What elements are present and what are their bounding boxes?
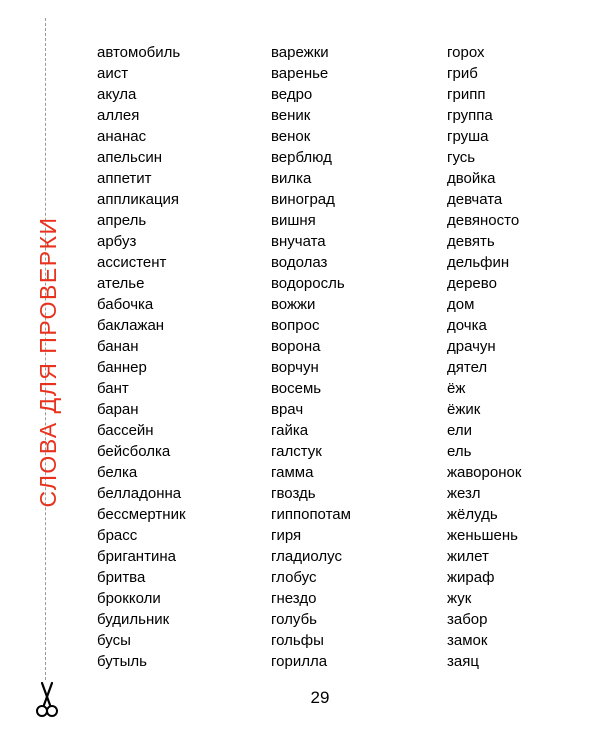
word-item: вилка [271, 170, 312, 187]
word-item: бутыль [97, 653, 147, 670]
word-item: ателье [97, 275, 145, 292]
word-column-2 [271, 42, 351, 672]
word-item: дельфин [447, 254, 510, 271]
word-item: баклажан [97, 317, 165, 334]
word-item: восемь [271, 380, 322, 397]
word-item: ананас [97, 128, 147, 145]
word-item: веник [271, 107, 311, 124]
word-item: жилет [447, 548, 489, 565]
word-item: вишня [271, 212, 316, 229]
word-item: верблюд [271, 149, 332, 166]
word-item: варежки [271, 44, 329, 61]
word-item: замок [447, 632, 488, 649]
word-item: ведро [271, 86, 313, 103]
word-item: жаворонок [447, 464, 522, 481]
word-item: арбуз [97, 233, 137, 250]
word-item: галстук [271, 443, 322, 460]
word-item: ель [447, 443, 472, 460]
word-item: жёлудь [447, 506, 498, 523]
word-item: драчун [447, 338, 496, 355]
word-item: будильник [97, 611, 170, 628]
side-title: СЛОВА ДЛЯ ПРОВЕРКИ [35, 216, 61, 508]
page-number: 29 [310, 688, 330, 707]
word-item: белладонна [97, 485, 182, 502]
word-item: брасс [97, 527, 138, 544]
word-item: забор [447, 611, 488, 628]
word-item: гриб [447, 65, 478, 82]
word-item: девчата [447, 191, 503, 208]
word-column-1 [97, 42, 186, 672]
word-item: баннер [97, 359, 147, 376]
word-item: врач [271, 401, 304, 418]
word-item: горилла [271, 653, 328, 670]
word-item: бритва [97, 569, 146, 586]
word-item: ворчун [271, 359, 319, 376]
word-item: акула [97, 86, 137, 103]
word-item: гамма [271, 464, 314, 481]
word-item: гвоздь [271, 485, 316, 502]
word-item: гнездо [271, 590, 317, 607]
word-item: баран [97, 401, 139, 418]
word-item: жезл [447, 485, 481, 502]
word-item: брокколи [97, 590, 161, 607]
word-item: девять [447, 233, 495, 250]
word-item: гладиолус [271, 548, 342, 565]
word-item: вопрос [271, 317, 320, 334]
word-item: бессмертник [97, 506, 186, 523]
word-item: гусь [447, 149, 476, 166]
word-item: горох [447, 44, 485, 61]
word-item: белка [97, 464, 138, 481]
word-item: грипп [447, 86, 486, 103]
word-item: заяц [447, 653, 479, 670]
word-item: варенье [271, 65, 329, 82]
word-item: апельсин [97, 149, 163, 166]
word-item: автомобиль [97, 44, 181, 61]
word-item: девяносто [447, 212, 520, 229]
word-item: голубь [271, 611, 317, 628]
word-item: ёжик [447, 401, 481, 418]
word-item: дом [447, 296, 475, 313]
word-item: бант [97, 380, 129, 397]
word-item: группа [447, 107, 493, 124]
word-item: аллея [97, 107, 140, 124]
word-item: апрель [97, 212, 147, 229]
word-item: дочка [447, 317, 487, 334]
word-item: дерево [447, 275, 497, 292]
word-item: гайка [271, 422, 309, 439]
word-item: водолаз [271, 254, 328, 271]
word-item: бассейн [97, 422, 154, 439]
word-item: жук [447, 590, 472, 607]
word-item: виноград [271, 191, 335, 208]
word-item: ассистент [97, 254, 167, 271]
word-item: жираф [447, 569, 495, 586]
word-item: аист [97, 65, 129, 82]
word-item: гольфы [271, 632, 324, 649]
word-item: ели [447, 422, 472, 439]
word-item: ёж [447, 380, 466, 397]
word-item: женьшень [447, 527, 518, 544]
word-item: внучата [271, 233, 326, 250]
word-item: гиря [271, 527, 302, 544]
word-item: вожжи [271, 296, 316, 313]
word-item: водоросль [271, 275, 345, 292]
word-item: гиппопотам [271, 506, 351, 523]
word-item: бригантина [97, 548, 176, 565]
word-item: глобус [271, 569, 317, 586]
word-item: бабочка [97, 296, 154, 313]
word-item: аппликация [97, 191, 180, 208]
word-item: груша [447, 128, 489, 145]
word-item: бейсболка [97, 443, 171, 460]
word-item: ворона [271, 338, 321, 355]
word-item: венок [271, 128, 311, 145]
word-item: бусы [97, 632, 131, 649]
word-column-3 [447, 42, 521, 672]
word-item: двойка [447, 170, 496, 187]
word-item: дятел [447, 359, 488, 376]
word-item: банан [97, 338, 139, 355]
word-item: аппетит [97, 170, 152, 187]
